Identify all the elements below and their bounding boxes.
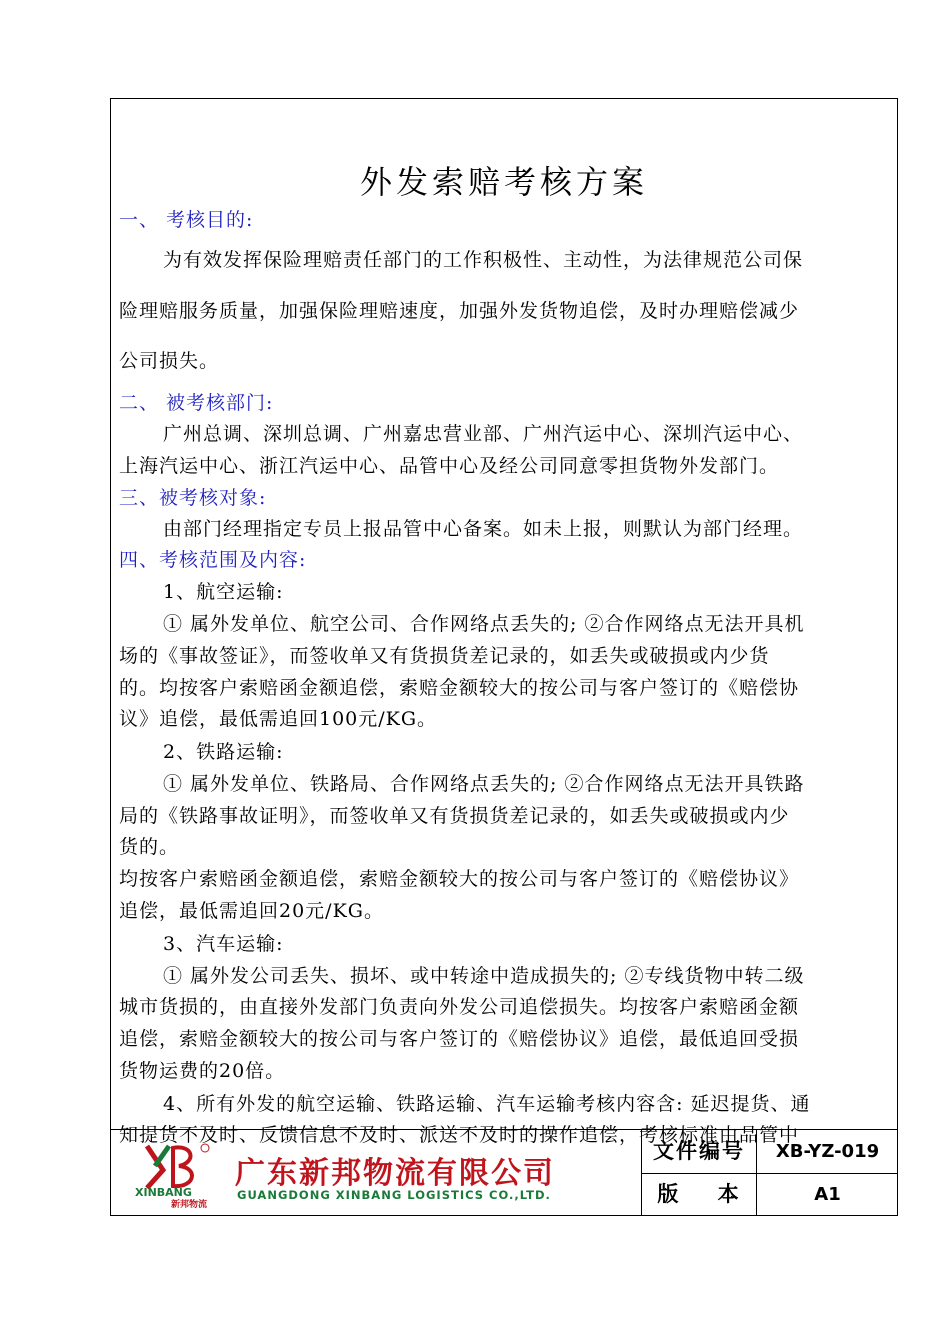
logo-mark-text: XINBANG <box>135 1186 192 1199</box>
rail-transport-line: 货的。 <box>119 836 180 858</box>
road-transport-line: ① 属外发公司丢失、损坏、或中转途中造成损失的; ②专线货物中转二级 <box>163 965 805 987</box>
road-transport-line: 货物运费的20倍。 <box>119 1060 286 1082</box>
document-frame <box>110 98 898 1216</box>
air-transport-line: 场的《事故签证》，而签收单又有货损货差记录的，如丢失或破损或内少货 <box>119 645 770 667</box>
version-label: 版 本 <box>642 1173 757 1216</box>
section-2-body-line: 上海汽运中心、浙江汽运中心、品管中心及经公司同意零担货物外发部门。 <box>119 455 780 477</box>
company-logo <box>133 1140 613 1210</box>
section-1-body-line: 险理赔服务质量，加强保险理赔速度，加强外发货物追偿，及时办理赔偿减少 <box>119 300 800 322</box>
document-content <box>111 99 897 1146</box>
rail-transport-title: 2、铁路运输: <box>163 741 284 763</box>
version-row <box>642 1173 898 1216</box>
air-transport-line: ① 属外发单位、航空公司、合作网络点丢失的; ②合作网络点无法开具机 <box>163 613 805 635</box>
section-3-body-line: 由部门经理指定专员上报品管中心备案。如未上报，则默认为部门经理。 <box>163 518 804 540</box>
doc-number-row <box>642 1130 898 1174</box>
road-transport-line: 城市货损的，由直接外发部门负责向外发公司追偿损失。均按客户索赔函金额 <box>119 996 800 1018</box>
section-4-heading: 四、考核范围及内容: <box>119 549 307 571</box>
section-1-body-line: 为有效发挥保险理赔责任部门的工作积极性、主动性，为法律规范公司保 <box>163 249 804 271</box>
xinbang-logo-icon <box>133 1140 225 1208</box>
item-4-line: 知提货不及时、反馈信息不及时、派送不及时的操作追偿，考核标准由品管中 <box>119 1124 800 1146</box>
company-name-cn: 广东新邦物流有限公司 <box>235 1156 555 1191</box>
air-transport-line: 的。均按客户索赔函金额追偿，索赔金额较大的按公司与客户签订的《赔偿协 <box>119 677 800 699</box>
version-value: A1 <box>814 1184 841 1205</box>
logo-mark-subtext: 新邦物流 <box>171 1200 208 1210</box>
document-meta-table <box>641 1130 898 1216</box>
air-transport-line: 议》追偿，最低需追回100元/KG。 <box>119 708 438 730</box>
section-1-heading: 一、 考核目的: <box>119 209 254 231</box>
rail-transport-line: 均按客户索赔函金额追偿，索赔金额较大的按公司与客户签订的《赔偿协议》 <box>119 868 800 890</box>
document-footer <box>111 1129 897 1216</box>
rail-transport-line: 局的《铁路事故证明》，而签收单又有货损货差记录的，如丢失或破损或内少 <box>119 805 790 827</box>
document-title: 外发索赔考核方案 <box>359 163 648 201</box>
section-1-body-line: 公司损失。 <box>119 350 220 372</box>
company-name-en: GUANGDONG XINBANG LOGISTICS CO.,LTD. <box>237 1188 551 1202</box>
section-3-heading: 三、被考核对象: <box>119 487 267 509</box>
air-transport-title: 1、航空运输: <box>163 581 284 603</box>
item-4-line: 4、所有外发的航空运输、铁路运输、汽车运输考核内容含: 延迟提货、通 <box>163 1093 811 1115</box>
road-transport-line: 追偿，索赔金额较大的按公司与客户签订的《赔偿协议》追偿，最低追回受损 <box>119 1028 800 1050</box>
section-2-heading: 二、 被考核部门: <box>119 392 274 414</box>
doc-number-value: XB-YZ-019 <box>775 1141 880 1162</box>
rail-transport-line: 追偿，最低需追回20元/KG。 <box>119 900 384 922</box>
doc-number-label: 文件编号 <box>642 1130 757 1173</box>
rail-transport-line: ① 属外发单位、铁路局、合作网络点丢失的; ②合作网络点无法开具铁路 <box>163 773 805 795</box>
section-2-body-line: 广州总调、深圳总调、广州嘉忠营业部、广州汽运中心、深圳汽运中心、 <box>163 423 804 445</box>
road-transport-title: 3、汽车运输: <box>163 933 284 955</box>
